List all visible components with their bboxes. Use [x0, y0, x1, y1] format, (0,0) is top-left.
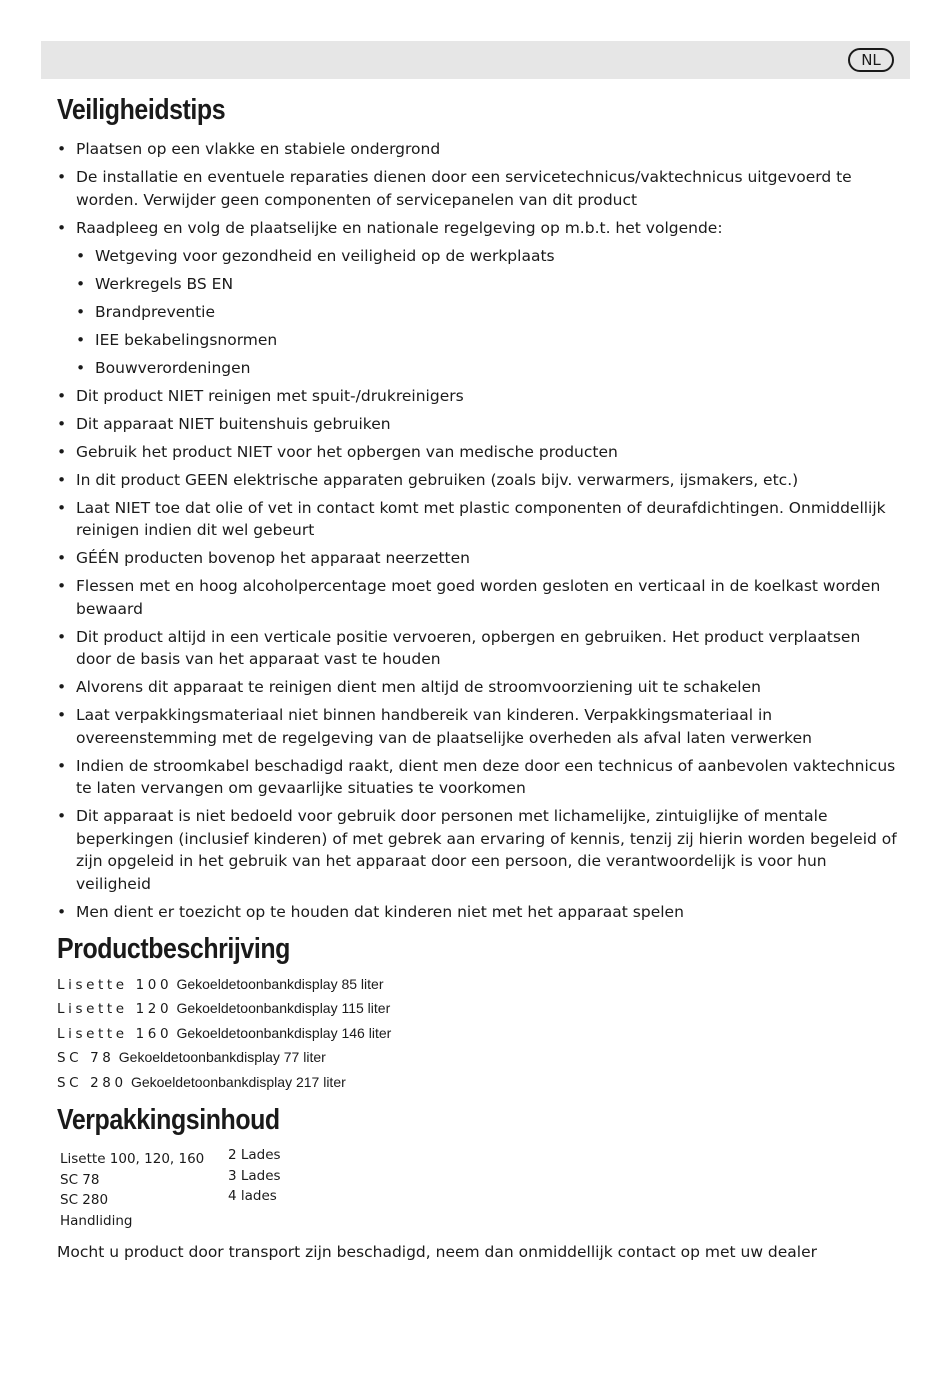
product-description: Gekoeldetoonbankdisplay 146 liter — [176, 1024, 392, 1041]
contents-table — [57, 1149, 897, 1229]
safety-item: • Flessen met en hoog alcoholpercentage moet goed worden gesloten en verticaal in de koelkast worden bewaard — [57, 575, 897, 620]
regulation-item: • Wetgeving voor gezondheid en veiligheid op de werkplaats — [76, 245, 897, 268]
regulation-item: • Werkregels BS EN — [76, 273, 897, 296]
product-model: Lisette 160 — [57, 1025, 173, 1042]
contents-item: SC 280 — [60, 1192, 109, 1208]
regulation-item: • Bouwverordeningen — [76, 357, 897, 380]
safety-item: • Dit apparaat is niet bedoeld voor gebruik door personen met lichamelijke, zintuiglijke of mentale beperkingen (inclusief kinderen) of met gebrek aan ervaring of kennis, tenzij zij hierin worden begeleid of zijn opgeleid in het gebruik van het apparaat door een persoon, die verantwoordelijk is voor hun veiligheid — [57, 805, 897, 895]
language-badge: NL — [848, 48, 894, 72]
safety-item: • Men dient er toezicht op te houden dat kinderen niet met het apparaat spelen — [57, 901, 897, 924]
safety-item: • Laat verpakkingsmateriaal niet binnen handbereik van kinderen. Verpakkingsmateriaal in overeenstemming met de regelgeving van de plaatselijke overheden als afval laten verwerken — [57, 704, 897, 749]
safety-item: • De installatie en eventuele reparaties dienen door een servicetechnicus/vaktechnicus uitgevoerd te worden. Verwijder geen componenten of servicepanelen van dit product — [57, 166, 897, 211]
product-title: Productbeschrijving — [57, 932, 290, 965]
product-model: Lisette 120 — [57, 1001, 173, 1017]
regulation-item: • Brandpreventie — [76, 301, 897, 324]
safety-item: • Dit product altijd in een verticale positie vervoeren, opbergen en gebruiken. Het product verplaatsen door de basis van het apparaat vast te houden — [57, 626, 897, 671]
safety-item: • Dit apparaat NIET buitenshuis gebruiken — [57, 413, 897, 436]
product-row — [57, 1071, 897, 1096]
contents-quantity: 4 lades — [228, 1188, 277, 1204]
contents-item: Lisette 100, 120, 160 — [60, 1151, 205, 1167]
product-description: Gekoeldetoonbankdisplay 217 liter — [130, 1073, 346, 1090]
page-content — [57, 92, 897, 1279]
safety-item: • Plaatsen op een vlakke en stabiele ondergrond — [57, 138, 897, 161]
contents-quantities — [228, 1145, 281, 1207]
transport-damage-notice: Mocht u product door transport zijn beschadigd, neem dan onmiddellijk contact op met uw dealer — [57, 1243, 818, 1261]
product-row — [57, 1022, 897, 1047]
product-row — [57, 973, 897, 998]
contents-item: Handliding — [60, 1212, 133, 1229]
header-band — [41, 41, 910, 79]
contents-items — [60, 1149, 204, 1231]
regulations-list — [76, 245, 897, 380]
contents-quantity: 2 Lades — [228, 1147, 281, 1163]
safety-item: • GÉÉN producten bovenop het apparaat neerzetten — [57, 547, 897, 570]
safety-title: Veiligheidstips — [57, 94, 226, 126]
contents-title: Verpakkingsinhoud — [57, 1104, 280, 1136]
safety-list — [57, 138, 897, 923]
regulations-intro: Raadpleeg en volg de plaatselijke en nationale regelgeving op m.b.t. het volgende: — [76, 218, 723, 237]
contents-item: SC 78 — [60, 1171, 100, 1188]
safety-item: • Alvorens dit apparaat te reinigen dient men altijd de stroomvoorziening uit te schakelen — [57, 676, 897, 699]
product-description: Gekoeldetoonbankdisplay 115 liter — [176, 1000, 391, 1016]
product-row — [57, 1046, 897, 1071]
safety-item: • Gebruik het product NIET voor het opbergen van medische producten — [57, 441, 897, 464]
product-description: Gekoeldetoonbankdisplay 85 liter — [176, 975, 384, 992]
safety-item: • Indien de stroomkabel beschadigd raakt, dient men deze door een technicus of aanbevolen vaktechnicus te laten vervangen om gevaarlijke situaties te voorkomen — [57, 755, 897, 800]
product-model: SC 78 — [57, 1050, 115, 1066]
safety-item: • In dit product GEEN elektrische apparaten gebruiken (zoals bijv. verwarmers, ijsmakers, etc.) — [57, 469, 897, 492]
product-model: Lisette 100 — [57, 976, 173, 993]
product-row — [57, 997, 897, 1022]
product-description: Gekoeldetoonbankdisplay 77 liter — [118, 1049, 326, 1065]
product-model: SC 280 — [57, 1074, 127, 1091]
safety-item-regulations — [57, 217, 897, 380]
regulation-item: • IEE bekabelingsnormen — [76, 329, 897, 352]
safety-item: • Dit product NIET reinigen met spuit-/drukreinigers — [57, 385, 897, 408]
product-list — [57, 973, 897, 1096]
safety-item: • Laat NIET toe dat olie of vet in contact komt met plastic componenten of deurafdichtingen. Onmiddellijk reinigen indien dit wel gebeurt — [57, 497, 897, 542]
contents-quantity: 3 Lades — [228, 1167, 281, 1184]
